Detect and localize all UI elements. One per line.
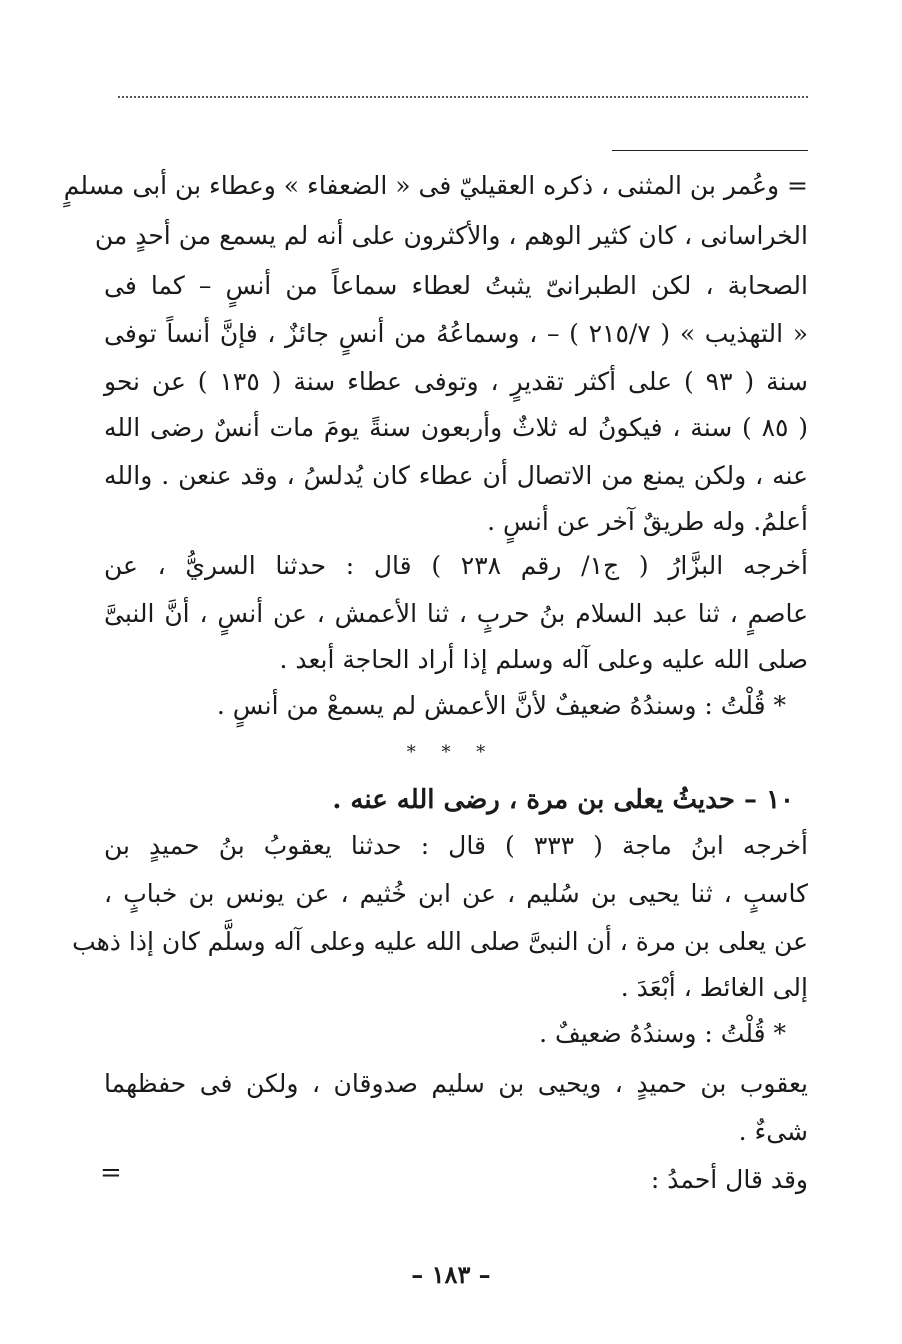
text-line: سنة ( ٩٣ ) على أكثر تقديرٍ ، وتوفى عطاء سنة ( ١٣٥ ) عن نحو xyxy=(104,367,808,396)
text-line: يعقوب بن حميدٍ ، ويحيى بن سليم صدوقان ، ولكن فى حفظهما xyxy=(104,1069,808,1098)
text-line: صلى الله عليه وعلى آله وسلم إذا أراد الحاجة أبعد . xyxy=(279,645,808,674)
footnote-separator-rule xyxy=(612,150,808,151)
text-line: ( ٨٥ ) سنة ، فيكونُ له ثلاثٌ وأربعون سنةً يومَ مات أنسٌ رضى الله xyxy=(104,413,808,442)
text-line: شىءٌ . xyxy=(738,1117,808,1146)
text-line: وقد قال أحمدُ : xyxy=(650,1165,808,1194)
text-line: الخراسانى ، كان كثير الوهم ، والأكثرون على أنه لم يسمع من أحدٍ من xyxy=(94,221,808,250)
text-line: عنه ، ولكن يمنع من الاتصال أن عطاء كان يُدلسُ ، وقد عنعن . والله xyxy=(104,461,808,490)
section-separator-stars: * * * xyxy=(406,742,496,763)
text-line: أعلمُ. وله طريقٌ آخر عن أنسٍ . xyxy=(487,507,808,536)
text-line: عن يعلى بن مرة ، أن النبىَّ صلى الله عليه وعلى آله وسلَّم كان إذا ذهب xyxy=(72,927,808,956)
text-line: « التهذيب » ( ٢١٥/٧ ) – ، وسماعُهُ من أنسٍ جائزٌ ، فإنَّ أنساً توفى xyxy=(104,319,809,348)
text-line: عاصمٍ ، ثنا عبد السلام بنُ حربٍ ، ثنا الأعمش ، عن أنسٍ ، أنَّ النبىَّ xyxy=(104,599,808,628)
text-line: أخرجه البزَّارُ ( ج١/ رقم ٢٣٨ ) قال : حدثنا السريُّ ، عن xyxy=(104,551,808,580)
continuation-mark: = xyxy=(100,1158,122,1188)
comment-line: * قُلْتُ : وسندُهُ ضعيفٌ لأنَّ الأعمش لم يسمعْ من أنسٍ . xyxy=(216,691,786,720)
text-line: كاسبٍ ، ثنا يحيى بن سُليم ، عن ابن خُثيم ، عن يونس بن خبابٍ ، xyxy=(104,879,808,908)
text-line: إلى الغائط ، أبْعَدَ . xyxy=(620,973,808,1002)
hadith-heading: ١٠ – حديثُ يعلى بن مرة ، رضى الله عنه . xyxy=(332,785,794,815)
header-dotted-rule xyxy=(118,96,808,98)
page-number: – ١٨٣ – xyxy=(411,1260,491,1289)
text-line: الصحابة ، لكن الطبرانىّ يثبتُ لعطاء سماعاً من أنسٍ – كما فى xyxy=(104,271,808,300)
text-line: أخرجه ابنُ ماجة ( ٣٣٣ ) قال : حدثنا يعقوبُ بنُ حميدٍ بن xyxy=(104,831,808,860)
text-line: = وعُمر بن المثنى ، ذكره العقيليّ فى « الضعفاء » وعطاء بن أبى مسلمٍ xyxy=(63,171,808,200)
comment-line: * قُلْتُ : وسندُهُ ضعيفٌ . xyxy=(539,1019,786,1048)
